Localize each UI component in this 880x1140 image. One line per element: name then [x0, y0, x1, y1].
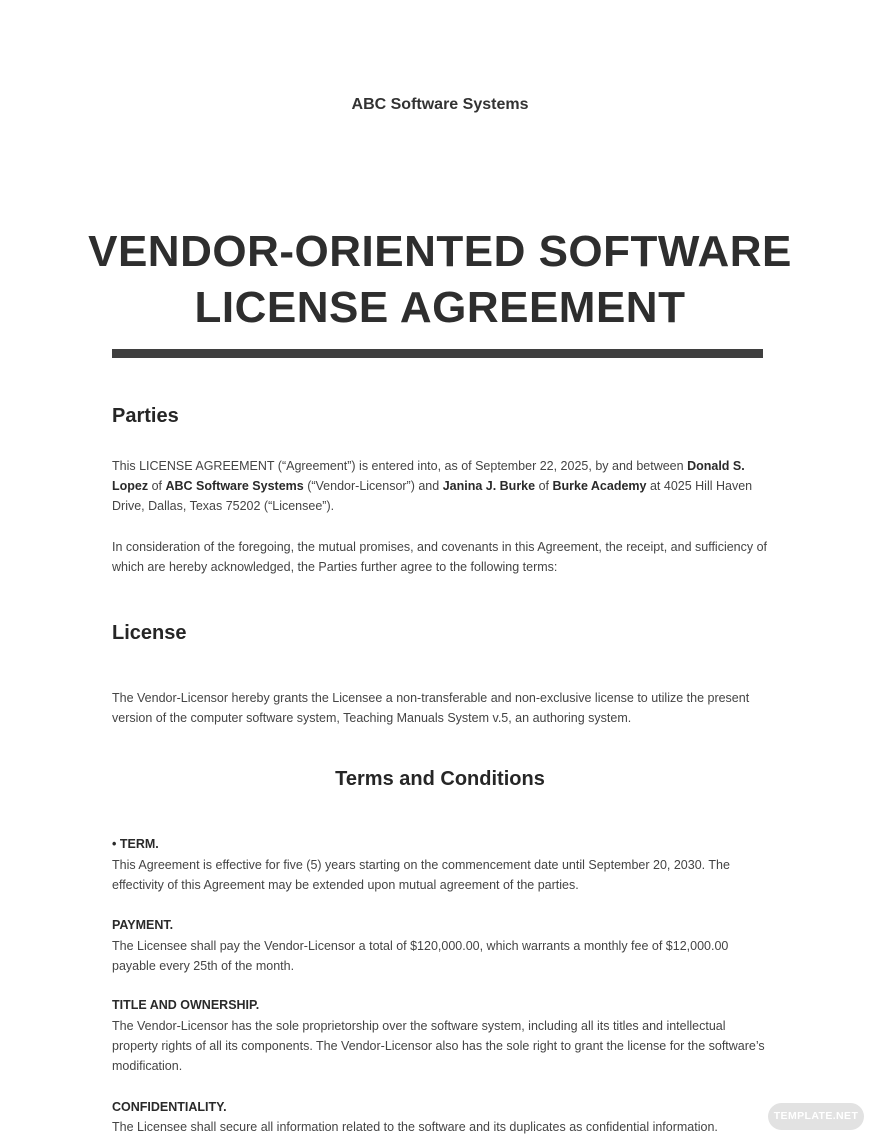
parties-text: of: [535, 479, 553, 493]
parties-text: This LICENSE AGREEMENT (“Agreement”) is entered into, as of September 22, 2025, by and between: [112, 459, 688, 473]
parties-text: of: [148, 479, 166, 493]
licensee-company: Burke Academy: [552, 479, 647, 493]
license-heading: License: [112, 622, 187, 644]
license-paragraph: The Vendor-Licensor hereby grants the Licensee a non-transferable and non-exclusive license to utilize the present version of the computer software system, Teaching Manuals System v.5, an authoring system.: [112, 691, 750, 725]
document-title: [60, 224, 820, 336]
payment-text: The Licensee shall pay the Vendor-Licensor a total of $120,000.00, which warrants a monthly fee of $12,000.00 payable every 25th of the month.: [112, 939, 729, 973]
title-line-1: VENDOR-ORIENTED SOFTWARE: [88, 227, 792, 276]
payment-label: PAYMENT.: [112, 918, 174, 932]
title-divider: [112, 349, 763, 358]
title-ownership-label: TITLE AND OWNERSHIP.: [112, 998, 260, 1012]
parties-paragraph-2: In consideration of the foregoing, the mutual promises, and covenants in this Agreement, the receipt, and sufficiency of which are hereby acknowledged, the Parties further agree to the following terms:: [112, 540, 768, 574]
confidentiality-label: CONFIDENTIALITY.: [112, 1100, 227, 1114]
parties-paragraph-1: [112, 456, 772, 516]
licensee-representative: Janina J. Burke: [442, 479, 536, 493]
parties-text: (“Vendor-Licensor”) and: [303, 479, 443, 493]
title-line-2: LICENSE AGREEMENT: [194, 283, 686, 332]
term-label: • TERM.: [112, 837, 159, 851]
parties-heading: Parties: [112, 405, 179, 427]
licensor-company: ABC Software Systems: [165, 479, 304, 493]
parties-text: at 4025 Hill Haven Drive, Dallas, Texas 75202 (“Licensee”).: [112, 479, 753, 513]
term-text: This Agreement is effective for five (5) years starting on the commencement date until September 20, 2030. The effectivity of this Agreement may be extended upon mutual agreement of the parties.: [112, 858, 730, 892]
confidentiality-text: The Licensee shall secure all information related to the software and its duplicates as confidential information.: [112, 1120, 718, 1134]
licensor-representative: Donald S. Lopez: [112, 459, 745, 493]
title-ownership-text: The Vendor-Licensor has the sole proprietorship over the software system, including all its titles and intellectual property rights of all its components. The Vendor-Licensor also has the sole right to grant the license for the software’s modification.: [112, 1019, 765, 1073]
company-name: ABC Software Systems: [351, 96, 529, 113]
terms-heading: Terms and Conditions: [335, 768, 545, 790]
template-watermark: TEMPLATE.NET: [768, 1103, 864, 1130]
